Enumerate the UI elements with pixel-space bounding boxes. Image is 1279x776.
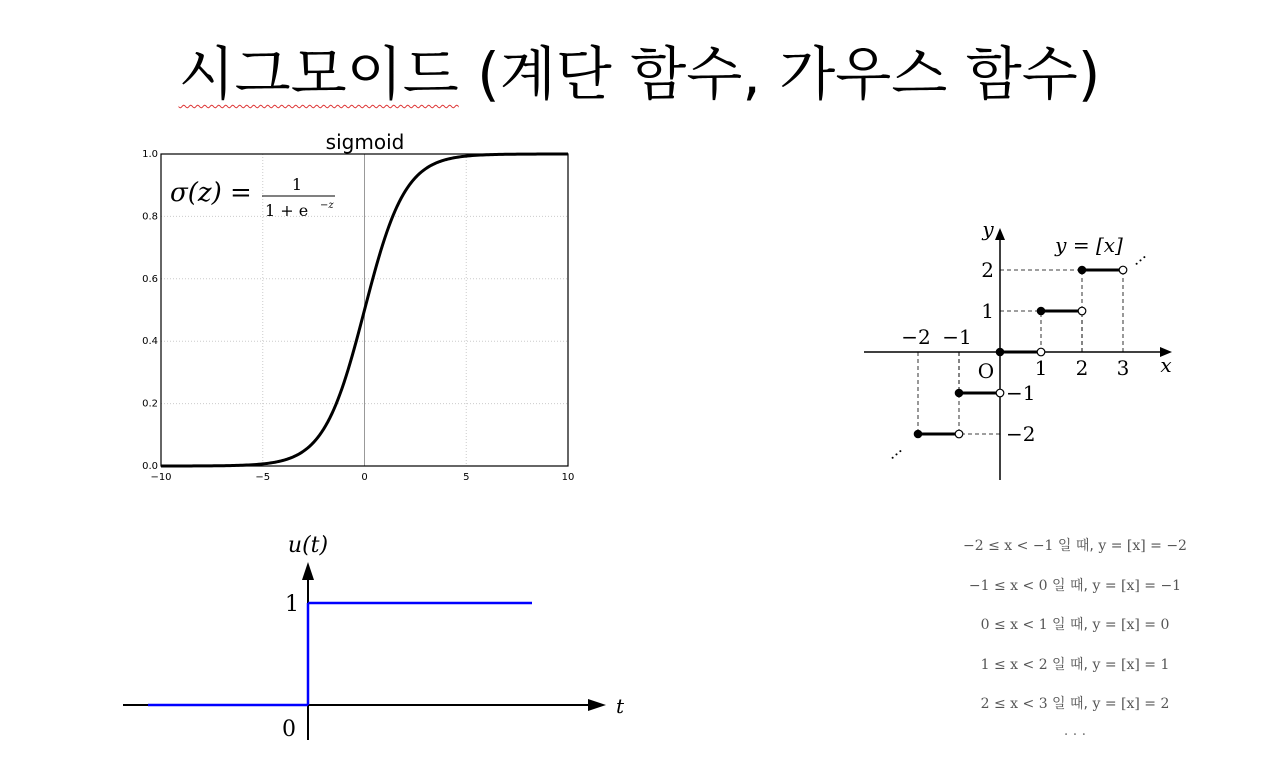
case-value: y = [x] = 2 — [1092, 696, 1170, 712]
formula-lhs: σ(z) = — [170, 178, 252, 208]
floor-closed-dot — [955, 389, 963, 397]
case-value: y = [x] = −1 — [1092, 577, 1182, 594]
sigmoid-x-tick-label: −5 — [255, 472, 271, 483]
case-value: y = [x] = 0 — [1092, 617, 1170, 633]
sigmoid-y-tick-label: 1.0 — [142, 149, 158, 160]
floor-x-axis-label: x — [1160, 353, 1172, 377]
step-y-axis-label: u(t) — [287, 533, 329, 558]
formula-denominator: 1 + e — [265, 201, 309, 220]
floor-y-tick-label: 2 — [981, 258, 994, 282]
sigmoid-x-tick-label: −10 — [150, 472, 172, 483]
floor-open-dot — [955, 430, 963, 438]
sigmoid-y-tick-label: 0.4 — [142, 336, 158, 348]
sigmoid-x-tick-label: 0 — [361, 472, 368, 483]
floor-closed-dot — [996, 348, 1004, 356]
step-tick-zero: 0 — [282, 717, 296, 742]
case-value: y = [x] = −2 — [1098, 538, 1187, 554]
floor-function-label: y = [x] — [1055, 233, 1123, 257]
floor-case-row — [905, 567, 1245, 607]
sigmoid-y-tick-label: 0.2 — [142, 398, 158, 410]
floor-cases-ellipsis: · · · — [1063, 726, 1087, 743]
sigmoid-title: sigmoid — [325, 130, 405, 154]
case-when: 일 때, — [1047, 696, 1093, 712]
case-value: y = [x] = 1 — [1092, 656, 1170, 673]
case-range: −1 ≤ x < 0 — [968, 577, 1048, 594]
title-rest: (계단 함수, 가우스 함수) — [458, 40, 1101, 108]
floor-case-row — [905, 527, 1245, 567]
case-range: 0 ≤ x < 1 — [980, 617, 1048, 633]
sigmoid-y-tick-label: 0.6 — [142, 273, 158, 285]
formula-numerator: 1 — [291, 175, 303, 194]
sigmoid-x-tick-label: 5 — [463, 472, 470, 483]
case-range: 2 ≤ x < 3 — [980, 696, 1048, 712]
floor-y-arrow — [995, 228, 1005, 240]
sigmoid-y-tick-label: 0.0 — [142, 461, 158, 472]
floor-closed-dot — [914, 430, 922, 438]
step-x-axis-label: t — [615, 694, 625, 718]
sigmoid-x-tick-label: 10 — [561, 472, 575, 483]
case-when: 일 때, — [1053, 538, 1099, 554]
case-when: 일 때, — [1047, 656, 1093, 673]
floor-y-axis-label: y — [982, 217, 994, 241]
floor-x-tick-label: 2 — [1075, 356, 1089, 380]
floor-open-dot — [1119, 266, 1127, 274]
floor-x-tick-label: 3 — [1116, 356, 1130, 380]
floor-case-row — [905, 685, 1245, 725]
floor-closed-dot — [1078, 266, 1086, 274]
step-tick-one: 1 — [285, 592, 299, 617]
formula-exponent: −z — [320, 200, 334, 211]
floor-case-row — [905, 606, 1245, 646]
sigmoid-y-tick-label: 0.8 — [142, 211, 158, 223]
floor-y-tick-label: −1 — [1006, 381, 1036, 405]
floor-y-tick-label: −2 — [1006, 422, 1036, 446]
case-when: 일 때, — [1047, 577, 1093, 594]
floor-x-tick-label: −2 — [901, 325, 931, 349]
title-main: 시그모이드 — [178, 40, 459, 108]
floor-open-dot — [996, 389, 1004, 397]
floor-closed-dot — [1037, 307, 1045, 315]
floor-dots-top: ··· — [1128, 248, 1153, 273]
case-when: 일 때, — [1047, 617, 1093, 633]
floor-x-tick-label: 1 — [1034, 356, 1048, 380]
case-range: −2 ≤ x < −1 — [963, 538, 1054, 554]
floor-open-dot — [1037, 348, 1045, 356]
floor-cases-list — [905, 527, 1245, 745]
floor-origin-label: O — [977, 359, 995, 383]
floor-case-row — [905, 646, 1245, 686]
floor-dots-bottom: ··· — [884, 442, 909, 467]
case-range: 1 ≤ x < 2 — [980, 656, 1048, 673]
floor-x-tick-label: −1 — [942, 325, 972, 349]
floor-y-tick-label: 1 — [981, 299, 994, 323]
floor-open-dot — [1078, 307, 1086, 315]
